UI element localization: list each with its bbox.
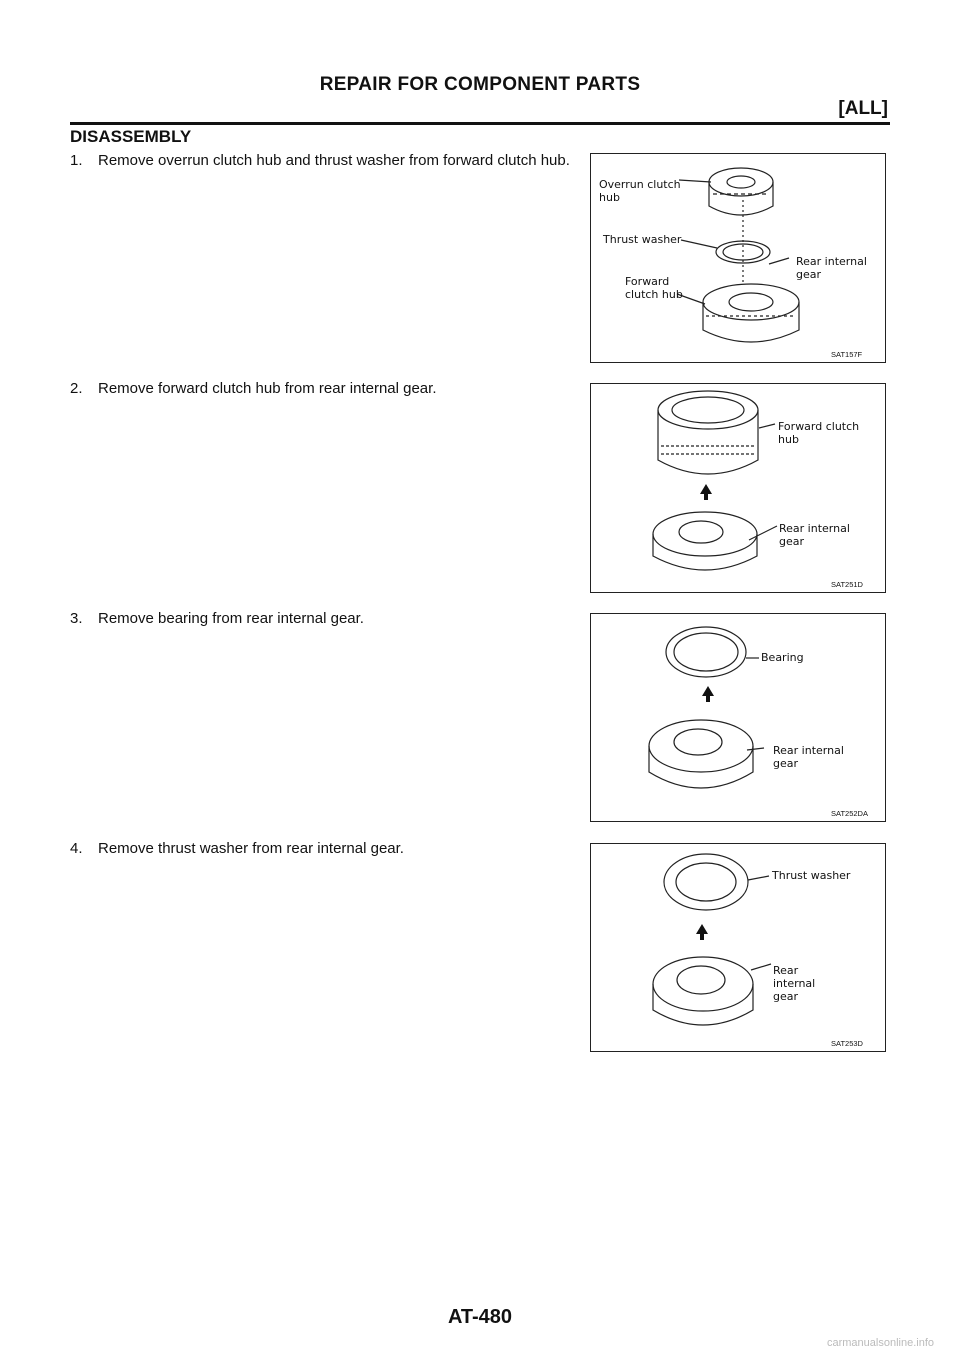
page-number: AT-480 [447, 1306, 513, 1328]
step-number: 4. [70, 840, 83, 857]
figure-illustration [591, 614, 887, 823]
figure-sat251d [590, 383, 886, 593]
header-divider [70, 122, 890, 125]
section-title: DISASSEMBLY [70, 127, 192, 146]
callout-label: Bearing [761, 651, 804, 664]
figure-code: SAT253D [831, 1039, 863, 1048]
watermark-text: carmanualsonline.info [826, 1337, 934, 1349]
step-number: 1. [70, 152, 83, 169]
step-2 [70, 378, 576, 399]
step-number: 2. [70, 380, 83, 397]
callout-label: Rear internal gear [773, 744, 844, 770]
callout-label: Rear internal gear [796, 255, 867, 281]
callout-label: Forward clutch hub [625, 275, 683, 301]
figure-sat157f [590, 153, 886, 363]
callout-label: Thrust washer [603, 233, 682, 246]
figure-sat253d [590, 843, 886, 1052]
figure-code: SAT251D [831, 580, 863, 589]
step-text: Remove overrun clutch hub and thrust washer from forward clutch hub. [98, 152, 570, 169]
step-number: 3. [70, 610, 83, 627]
figure-code: SAT157F [831, 350, 863, 359]
callout-label: Rear internal gear [779, 522, 850, 548]
step-3 [70, 608, 576, 629]
step-4 [70, 838, 576, 859]
page-title: REPAIR FOR COMPONENT PARTS [319, 74, 641, 95]
scope-label: [ALL] [838, 98, 888, 119]
callout-label: Overrun clutch hub [599, 178, 681, 204]
step-text: Remove forward clutch hub from rear internal gear. [98, 380, 437, 397]
step-1 [70, 150, 576, 171]
figure-code: SAT252DA [831, 809, 868, 818]
callout-label: Thrust washer [772, 869, 851, 882]
figure-illustration [591, 384, 887, 594]
callout-label: Rear internal gear [773, 964, 816, 1003]
callout-label: Forward clutch hub [778, 420, 860, 446]
figure-sat252da [590, 613, 886, 822]
step-text: Remove bearing from rear internal gear. [98, 610, 364, 627]
step-text: Remove thrust washer from rear internal gear. [98, 840, 404, 857]
